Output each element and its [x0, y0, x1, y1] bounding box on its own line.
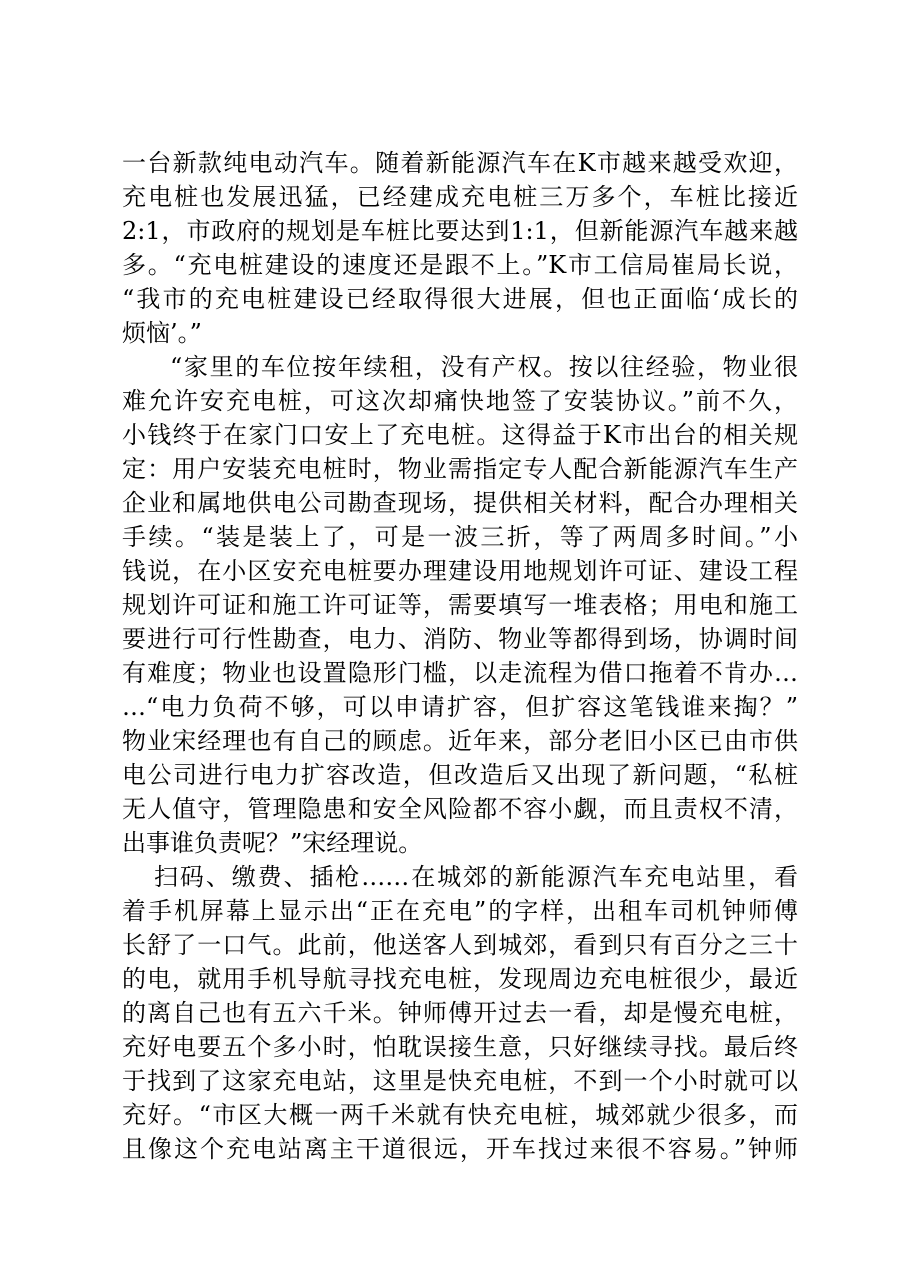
text-line: 钱说，在小区安充电桩要办理建设用地规划许可证、建设工程	[122, 557, 798, 585]
article-body	[122, 146, 798, 1166]
text-line: 充好。“市区大概一两千米就有快充电桩，城郊就少很多，而	[122, 1101, 798, 1129]
text-line: …“电力负荷不够，可以申请扩容，但扩容这笔钱谁来掏？”	[122, 693, 798, 721]
paragraph-start-line: “家里的车位按年续租，没有产权。按以往经验，物业很	[170, 353, 798, 381]
text-line: “我市的充电桩建设已经取得很大进展，但也正面临‘成长的	[122, 285, 798, 313]
text-line: 要进行可行性勘查，电力、消防、物业等都得到场，协调时间	[122, 625, 798, 653]
text-line: 出事谁负责呢？”宋经理说。	[122, 829, 423, 857]
text-line: 有难度；物业也设置隐形门槛，以走流程为借口拖着不肯办…	[122, 659, 798, 687]
text-line: 于找到了这家充电站，这里是快充电桩，不到一个小时就可以	[122, 1067, 798, 1095]
text-line: 的离自己也有五六千米。钟师傅开过去一看，却是慢充电桩，	[122, 999, 798, 1027]
text-line: 烦恼’。”	[122, 319, 202, 347]
text-line: 着手机屏幕上显示出“正在充电”的字样，出租车司机钟师傅	[122, 897, 798, 925]
text-line: 充好电要五个多小时，怕耽误接生意，只好继续寻找。最后终	[122, 1033, 798, 1061]
text-line: 多。“充电桩建设的速度还是跟不上。”K市工信局崔局长说，	[122, 251, 798, 279]
text-line: 小钱终于在家门口安上了充电桩。这得益于K市出台的相关规	[122, 421, 798, 449]
text-line: 规划许可证和施工许可证等，需要填写一堆表格；用电和施工	[122, 591, 798, 619]
text-line: 无人值守，管理隐患和安全风险都不容小觑，而且责权不清，	[122, 795, 798, 823]
text-line: 手续。“装是装上了，可是一波三折，等了两周多时间。”小	[122, 523, 798, 551]
text-line: 的电，就用手机导航寻找充电桩，发现周边充电桩很少，最近	[122, 965, 798, 993]
text-line: 2:1，市政府的规划是车桩比要达到1:1，但新能源汽车越来越	[122, 217, 798, 245]
text-line: 且像这个充电站离主干道很远，开车找过来很不容易。”钟师	[122, 1135, 798, 1163]
text-line: 一台新款纯电动汽车。随着新能源汽车在K市越来越受欢迎，	[122, 149, 798, 177]
text-line: 长舒了一口气。此前，他送客人到城郊，看到只有百分之三十	[122, 931, 798, 959]
paragraph-start-line: 扫码、缴费、插枪……在城郊的新能源汽车充电站里，看	[154, 863, 798, 891]
text-line: 定：用户安装充电桩时，物业需指定专人配合新能源汽车生产	[122, 455, 798, 483]
text-line: 电公司进行电力扩容改造，但改造后又出现了新问题，“私桩	[122, 761, 798, 789]
text-line: 物业宋经理也有自己的顾虑。近年来，部分老旧小区已由市供	[122, 727, 798, 755]
text-line: 充电桩也发展迅猛，已经建成充电桩三万多个，车桩比接近	[122, 183, 798, 211]
text-line: 难允许安充电桩，可这次却痛快地签了安装协议。”前不久，	[122, 387, 798, 415]
text-line: 企业和属地供电公司勘查现场，提供相关材料，配合办理相关	[122, 489, 798, 517]
